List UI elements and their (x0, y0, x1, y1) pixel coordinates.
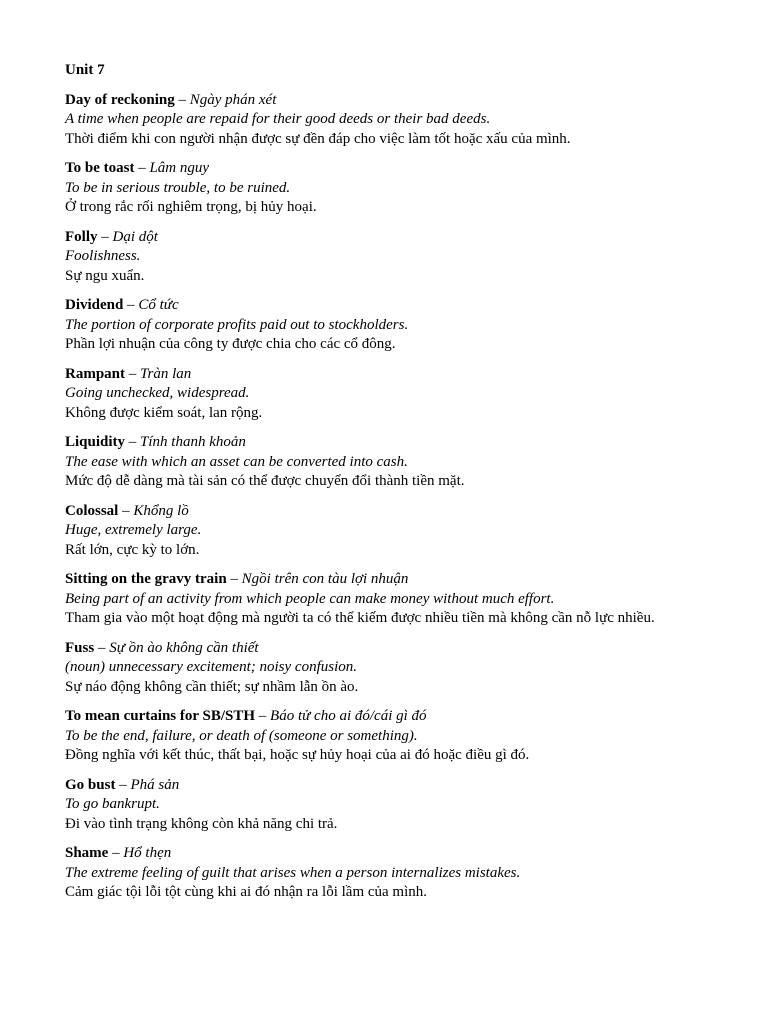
entry-definition: To be the end, failure, or death of (someone or something). (65, 727, 418, 744)
entry-heading (65, 707, 705, 727)
entry-vietnamese-term: Khổng lồ (133, 502, 189, 519)
entry-dash: – (128, 434, 137, 450)
entry-heading (65, 776, 705, 796)
entry-dash: – (112, 845, 120, 861)
entry-definition: The extreme feeling of guilt that arises when a person internalizes mistakes. (65, 864, 521, 881)
entry-vietnamese-term: Sự ồn ào không cần thiết (109, 639, 259, 656)
entry-heading (65, 433, 705, 453)
entry-dash: – (178, 91, 186, 108)
entry-vietnamese-term: Tràn lan (140, 365, 192, 382)
entry-definition: To be in serious trouble, to be ruined. (65, 179, 291, 196)
entry-translation: Sự ngu xuẩn. (65, 267, 145, 284)
entry-dash: – (127, 297, 135, 313)
vocab-entry-rampant (65, 365, 705, 424)
entry-translation: Phần lợi nhuận của công ty được chia cho các cổ đông. (65, 336, 396, 352)
entry-vietnamese-term: Dại dột (112, 228, 158, 245)
entry-definition: Foolishness. (65, 248, 141, 264)
entry-heading (65, 570, 705, 590)
entry-term: Dividend (65, 297, 124, 313)
entry-heading (65, 159, 705, 179)
entry-definition: Going unchecked, widespread. (65, 385, 250, 401)
entry-vietnamese-term: Tính thanh khoản (140, 434, 246, 450)
entry-term: Rampant (65, 365, 126, 382)
entry-translation: Mức độ dễ dàng mà tài sản có thể được chuyển đổi thành tiền mặt. (65, 473, 465, 489)
entry-term: Sitting on the gravy train (65, 571, 227, 587)
document-page (65, 61, 705, 913)
entry-translation: Sự náo động không cần thiết; sự nhầm lẫn ồn ào. (65, 678, 359, 695)
vocab-entry-to-mean-curtains (65, 707, 705, 766)
entry-definition: Being part of an activity from which people can make money without much effort. (65, 590, 555, 607)
entry-vietnamese-term: Cổ tức (138, 297, 179, 313)
entry-definition: Huge, extremely large. (65, 522, 202, 538)
entry-translation: Tham gia vào một hoạt động mà người ta có thể kiếm được nhiều tiền mà không cần nỗ lực nhiều. (65, 610, 655, 626)
entry-translation: Thời điểm khi con người nhận được sự đền đáp cho việc làm tốt hoặc xấu của mình. (65, 130, 571, 147)
entry-dash: – (258, 708, 267, 724)
entry-term: Liquidity (65, 434, 126, 450)
entry-heading (65, 91, 705, 111)
entry-term: To mean curtains for SB/STH (65, 708, 256, 724)
entry-definition: To go bankrupt. (65, 796, 160, 812)
entry-term: Folly (65, 228, 98, 245)
vocab-entry-liquidity (65, 433, 705, 492)
entry-dash: – (230, 571, 238, 587)
entry-translation: Rất lớn, cực kỳ to lớn. (65, 541, 200, 558)
entry-dash: – (138, 160, 146, 176)
vocab-entry-fuss (65, 639, 705, 698)
entry-dash: – (101, 228, 109, 245)
entry-term: Go bust (65, 776, 116, 793)
entry-term: Colossal (65, 502, 119, 519)
entry-vietnamese-term: Hổ thẹn (123, 845, 172, 861)
entry-heading (65, 844, 705, 864)
entry-heading (65, 365, 705, 385)
unit-title: Unit 7 (65, 62, 105, 78)
entry-vietnamese-term: Lâm nguy (149, 160, 210, 176)
entry-term: Shame (65, 845, 109, 861)
entry-vietnamese-term: Báo tử cho ai đó/cái gì đó (270, 708, 427, 724)
entry-vietnamese-term: Ngồi trên con tàu lợi nhuận (241, 571, 409, 587)
entry-translation: Đi vào tình trạng không còn khả năng chi trả. (65, 815, 338, 832)
entry-definition: A time when people are repaid for their good deeds or their bad deeds. (65, 111, 491, 127)
vocab-entry-day-of-reckoning (65, 91, 705, 150)
entry-translation: Cảm giác tội lỗi tột cùng khi ai đó nhận ra lỗi lầm của mình. (65, 884, 428, 900)
vocab-entry-sitting-on-the-gravy-train (65, 570, 705, 629)
entry-definition: (noun) unnecessary excitement; noisy confusion. (65, 659, 357, 675)
vocab-entry-colossal (65, 502, 705, 561)
entry-heading (65, 228, 705, 248)
vocab-entry-folly (65, 228, 705, 287)
entry-heading (65, 296, 705, 316)
entry-definition: The ease with which an asset can be converted into cash. (65, 453, 408, 470)
vocab-entry-shame (65, 844, 705, 903)
entry-dash: – (119, 776, 127, 793)
vocab-entry-dividend (65, 296, 705, 355)
entry-dash: – (122, 502, 130, 519)
entry-definition: The portion of corporate profits paid out to stockholders. (65, 316, 409, 333)
entry-translation: Không được kiểm soát, lan rộng. (65, 404, 263, 421)
vocab-entry-to-be-toast (65, 159, 705, 218)
entry-term: Day of reckoning (65, 91, 175, 108)
entry-dash: – (128, 365, 137, 382)
entry-vietnamese-term: Ngày phán xét (189, 91, 277, 108)
entry-translation: Ở trong rắc rối nghiêm trọng, bị hủy hoại. (65, 199, 317, 215)
vocab-entry-go-bust (65, 776, 705, 835)
entry-term: To be toast (65, 160, 135, 176)
entry-term: Fuss (65, 639, 95, 656)
entry-vietnamese-term: Phá sản (130, 776, 180, 793)
entry-heading (65, 639, 705, 659)
entry-translation: Đồng nghĩa với kết thúc, thất bại, hoặc sự hủy hoại của ai đó hoặc điều gì đó. (65, 747, 530, 763)
entry-dash: – (97, 639, 106, 656)
entry-heading (65, 502, 705, 522)
